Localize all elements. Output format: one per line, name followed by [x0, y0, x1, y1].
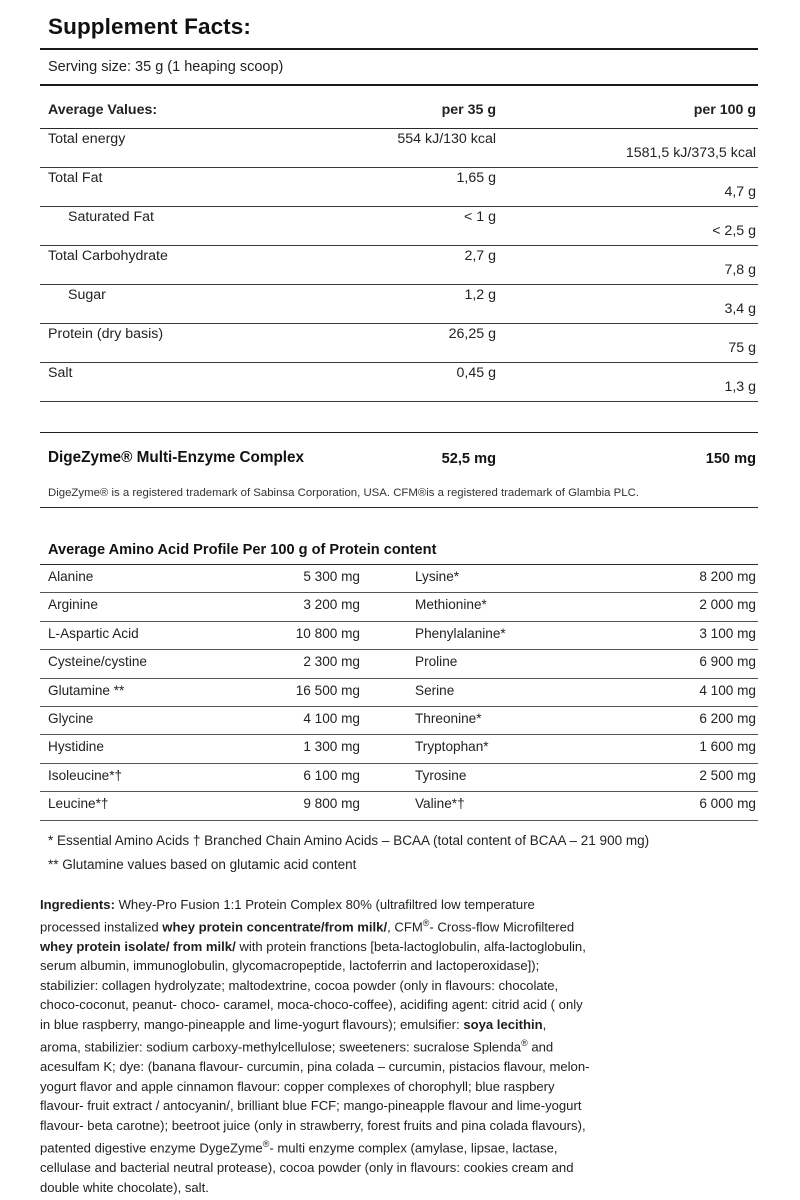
nutrition-per35: < 1 g: [464, 209, 496, 225]
table-row: [40, 679, 758, 707]
amino-value-left: 5 300 mg: [303, 569, 360, 584]
amino-name-left: Hystidine: [48, 739, 104, 755]
amino-name-right: Proline: [415, 654, 458, 670]
enzyme-spacer: [0, 402, 800, 432]
amino-value-right: 6 900 mg: [699, 654, 756, 670]
nutrition-per35: 26,25 g: [448, 326, 496, 342]
enzyme-per35: 52,5 mg: [441, 451, 496, 467]
amino-value-left: 9 800 mg: [303, 796, 360, 812]
nutrition-per35: 0,45 g: [456, 365, 496, 381]
amino-value-left: 4 100 mg: [303, 710, 360, 726]
amino-value-right: 4 100 mg: [699, 682, 756, 698]
table-row: [40, 792, 758, 820]
nutrition-per100: 7,8 g: [724, 262, 756, 278]
amino-name-left: Arginine: [48, 597, 98, 613]
nutrition-label: Protein (dry basis): [48, 326, 164, 342]
nutrition-header-per35: per 35 g: [441, 102, 496, 118]
nutrition-label: Total Fat: [48, 170, 103, 186]
amino-value-right: 1 600 mg: [699, 739, 756, 755]
table-row: [40, 593, 758, 621]
amino-acid-heading: Average Amino Acid Profile Per 100 g of Protein content: [40, 542, 758, 565]
table-row: [40, 363, 758, 402]
nutrition-per100: 1,3 g: [724, 379, 756, 395]
nutrition-per35: 1,2 g: [464, 287, 496, 303]
nutrition-per100: 3,4 g: [724, 301, 756, 317]
amino-name-left: Alanine: [48, 569, 94, 584]
nutrition-table: [40, 102, 758, 402]
table-row: [40, 735, 758, 763]
nutrition-label: Sugar: [68, 287, 106, 303]
amino-value-right: 2 000 mg: [699, 597, 756, 613]
amino-value-left: 10 800 mg: [295, 625, 360, 641]
nutrition-per35: 2,7 g: [464, 248, 496, 264]
nutrition-header-row: [40, 102, 758, 129]
table-row: [40, 324, 758, 363]
nutrition-header-label: Average Values:: [48, 102, 158, 118]
table-row: [40, 622, 758, 650]
serving-size-row: Serving size: 35 g (1 heaping scoop): [48, 59, 284, 75]
table-row: [40, 246, 758, 285]
table-row: [40, 565, 758, 593]
amino-name-right: Phenylalanine*: [415, 625, 506, 641]
amino-value-left: 1 300 mg: [303, 739, 360, 755]
amino-name-left: Cysteine/cystine: [48, 654, 147, 670]
table-row: [40, 764, 758, 792]
nutrition-header-per100: per 100 g: [693, 102, 756, 118]
amino-name-right: Tryptophan*: [415, 739, 489, 755]
nutrition-per35: 554 kJ/130 kcal: [397, 131, 496, 147]
enzyme-name: DigeZyme® Multi-Enzyme Complex: [48, 449, 305, 466]
amino-value-left: 6 100 mg: [303, 767, 360, 783]
table-row: [40, 650, 758, 678]
amino-value-left: 2 300 mg: [303, 654, 360, 670]
amino-value-right: 6 000 mg: [699, 796, 756, 812]
table-row: [40, 707, 758, 735]
amino-value-right: 3 100 mg: [699, 625, 756, 641]
enzyme-section: [40, 432, 758, 507]
amino-acid-table: [40, 542, 758, 821]
table-row: [40, 168, 758, 207]
nutrition-label: Total Carbohydrate: [48, 248, 168, 264]
title-section: [0, 0, 800, 48]
amino-spacer: [0, 508, 800, 542]
amino-value-left: 16 500 mg: [295, 682, 360, 698]
amino-name-right: Lysine*: [415, 569, 460, 584]
amino-value-right: 2 500 mg: [699, 767, 756, 783]
amino-name-left: L-Aspartic Acid: [48, 625, 139, 641]
enzyme-per100: 150 mg: [705, 451, 756, 467]
amino-name-right: Threonine*: [415, 710, 482, 726]
amino-name-right: Methionine*: [415, 597, 487, 613]
enzyme-row: [40, 449, 758, 477]
nutrition-per100: 4,7 g: [724, 184, 756, 200]
nutrition-per100: 75 g: [728, 340, 756, 356]
page-title: Supplement Facts:: [48, 14, 251, 39]
trademark-notice: DigeZyme® is a registered trademark of Sabinsa Corporation, USA. CFM®is a registered trademark of Glambia PLC.: [48, 487, 639, 499]
amino-name-right: Tyrosine: [415, 767, 467, 783]
table-row: [40, 285, 758, 324]
nutrition-per100: < 2,5 g: [712, 223, 756, 239]
amino-name-right: Serine: [415, 682, 455, 698]
amino-footnotes: [40, 821, 758, 881]
amino-name-left: Isoleucine*†: [48, 767, 123, 783]
ingredients-paragraph: Ingredients: Whey-Pro Fusion 1:1 Protein Complex 80% (ultrafiltred low temperature processed instalized whey protein concentrate/from milk/, CFM®- Cross-flow Microfiltered whey protein isolate/ from milk/ with protein franctions [beta-lactoglobulin, alfa-lactoglobulin, serum albumin, immunoglobulin, glycomacropeptide, lactoferrin and lactoperoxidase]); stabilizier: collagen hydrolyzate; maltodextrine, cocoa powder (only in flavours: chocolate, choco-coconut, peanut- choco- caramel, moca-choco-coffee), acidifing agent: citrid acid ( only in blue raspberry, mango-pineapple and lime-yogurt flavours); emulsifier: soya lecithin, aroma, stabilizier: sodium carboxy-methylcellulose; sweeteners: sucralose Splenda® and acesulfam K; dye: (banana flavour- curcumin, pina colada – curcumin, pistacios flavour, melon-yogurt flavor and apple cinnamon flavour: copper complexes of chorophyll; blue raspbery flavour- fruit extract / antocyanin/, brilliant blue FCF; mango-pineapple flavour and lime-yogurt flavour- beta carotne); beetroot juice (only in strawberry, forest fruits and pina colada flavours), patented digestive enzyme DygeZyme®- multi enzyme complex (amylase, lipsae, lactase, cellulase and bacterial neutral protease), cocoa powder (only in flavours: cookies cream and double white chocolate), salt.: [40, 896, 590, 1195]
amino-value-right: 8 200 mg: [699, 569, 756, 584]
amino-name-right: Valine*†: [415, 796, 465, 812]
amino-value-right: 6 200 mg: [699, 710, 756, 726]
amino-name-left: Leucine*†: [48, 796, 109, 812]
table-row: [40, 129, 758, 168]
nutrition-label: Salt: [48, 365, 73, 381]
nutrition-per35: 1,65 g: [456, 170, 496, 186]
nutrition-label: Total energy: [48, 131, 126, 147]
amino-name-left: Glycine: [48, 710, 94, 726]
amino-name-left: Glutamine **: [48, 682, 125, 698]
footnote-glutamine: ** Glutamine values based on glutamic acid content: [48, 856, 357, 872]
table-row: [40, 207, 758, 246]
nutrition-label: Saturated Fat: [68, 209, 154, 225]
serving-divider: [40, 84, 758, 86]
nutrition-per100: 1581,5 kJ/373,5 kcal: [625, 145, 756, 161]
amino-value-left: 3 200 mg: [303, 597, 360, 613]
footnote-essential: * Essential Amino Acids † Branched Chain Amino Acids – BCAA (total content of BCAA – 21 900 mg): [48, 832, 650, 848]
